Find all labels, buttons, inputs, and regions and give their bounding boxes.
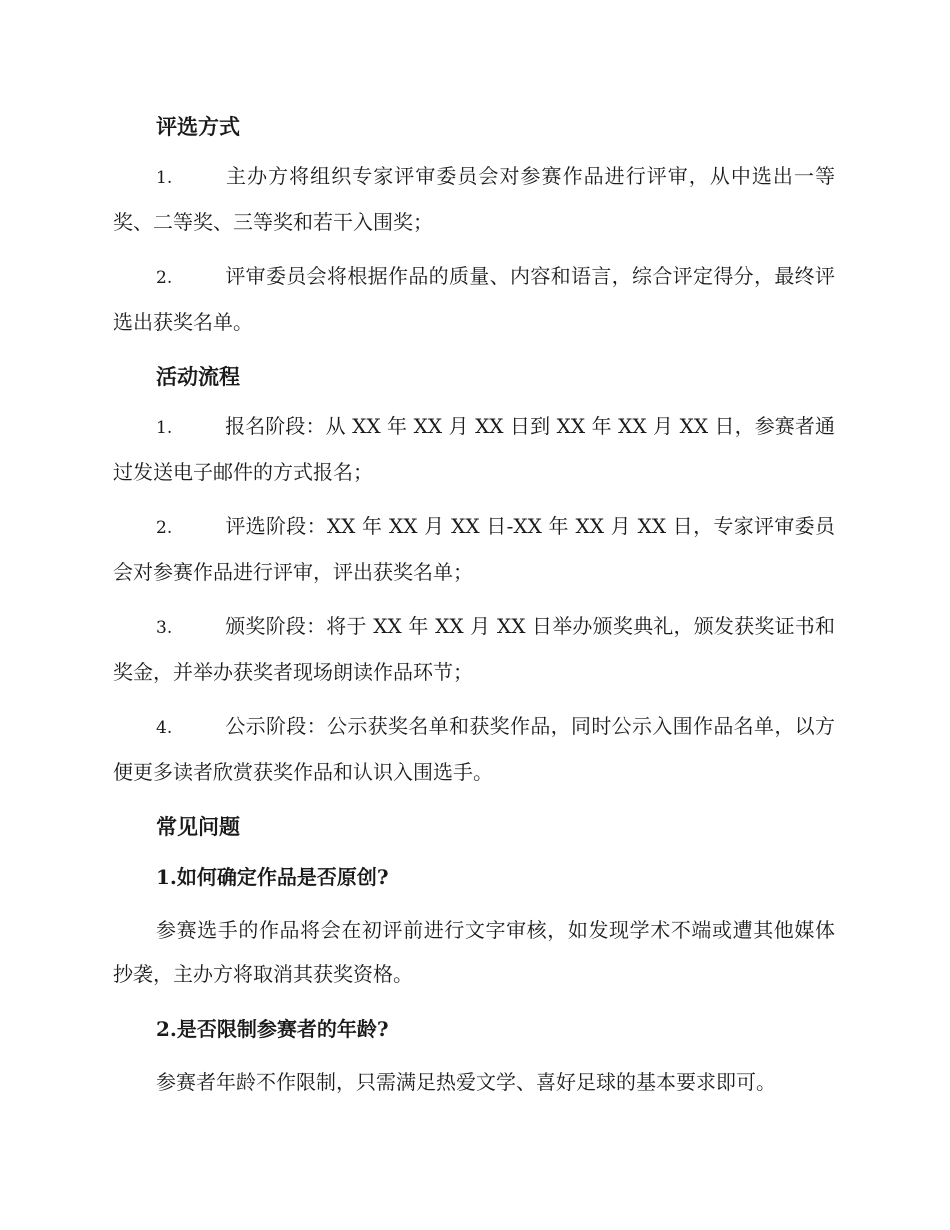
list-number: 1.	[156, 168, 173, 188]
list-text: 公示阶段：公示获奖名单和获奖作品，同时公示入围作品名单，以方便更多读者欣赏获奖作品和认识入围选手。	[113, 714, 835, 784]
list-item	[113, 254, 835, 344]
list-number: 2.	[156, 518, 173, 538]
list-item	[113, 604, 835, 694]
list-item	[113, 704, 835, 794]
list-number: 1.	[156, 418, 173, 438]
faq-answer: 参赛选手的作品将会在初评前进行文字审核，如发现学术不端或遭其他媒体抄袭，主办方将取消其获奖资格。	[113, 918, 835, 986]
list-number: 3.	[156, 618, 173, 638]
list-item	[113, 504, 835, 594]
list-text: 报名阶段：从 XX 年 XX 月 XX 日到 XX 年 XX 月 XX 日，参赛者通过发送电子邮件的方式报名；	[113, 414, 835, 484]
section-heading-process: 活动流程	[156, 364, 240, 389]
list-item	[113, 154, 835, 244]
list-item	[113, 404, 835, 494]
section-heading-faq: 常见问题	[156, 814, 240, 839]
document-content	[113, 104, 835, 1114]
faq-question: 2.是否限制参赛者的年龄?	[156, 1017, 389, 1041]
faq-answer: 参赛者年龄不作限制，只需满足热爱文学、喜好足球的基本要求即可。	[156, 1070, 776, 1094]
list-text: 主办方将组织专家评审委员会对参赛作品进行评审，从中选出一等奖、二等奖、三等奖和若干入围奖；	[113, 164, 835, 234]
list-text: 评选阶段：XX 年 XX 月 XX 日-XX 年 XX 月 XX 日，专家评审委员会对参赛作品进行评审，评出获奖名单；	[113, 514, 835, 584]
faq-question: 1.如何确定作品是否原创?	[156, 865, 389, 889]
list-text: 颁奖阶段：将于 XX 年 XX 月 XX 日举办颁奖典礼，颁发获奖证书和奖金，并举办获奖者现场朗读作品环节；	[113, 614, 835, 684]
list-number: 2.	[156, 268, 173, 288]
section-heading-selection: 评选方式	[156, 114, 240, 139]
list-text: 评审委员会将根据作品的质量、内容和语言，综合评定得分，最终评选出获奖名单。	[113, 264, 835, 334]
list-number: 4.	[156, 718, 173, 738]
